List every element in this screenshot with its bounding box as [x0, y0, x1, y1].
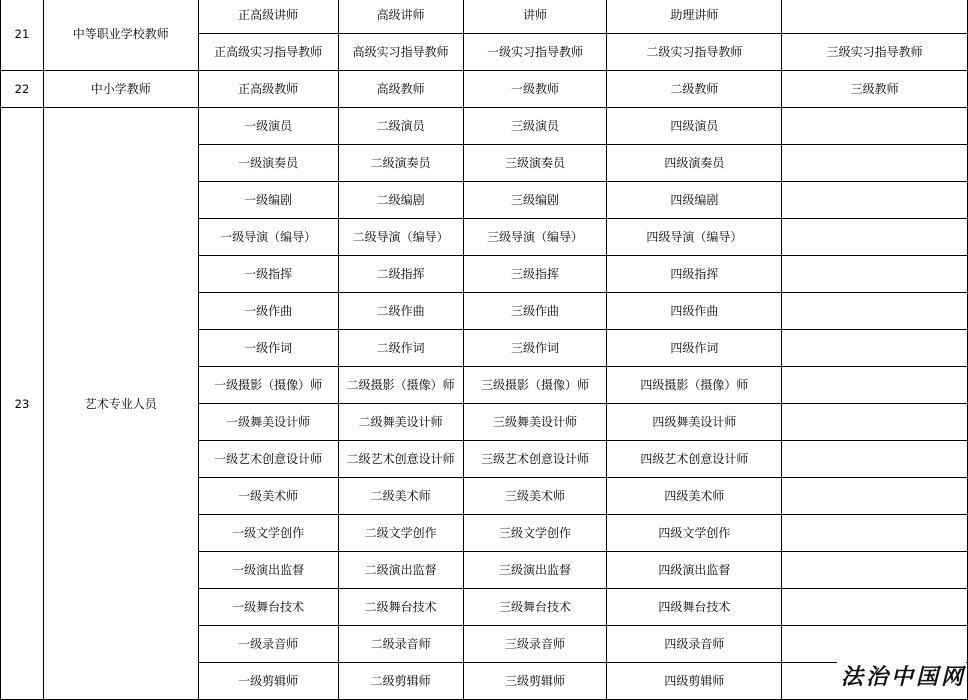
title-cell: 助理讲师: [607, 0, 782, 34]
title-cell: 三级作词: [463, 330, 607, 367]
title-cell: 三级教师: [782, 71, 968, 108]
title-cell: [782, 515, 968, 552]
category-cell: 中等职业学校教师: [43, 0, 198, 71]
title-cell: 二级艺术创意设计师: [338, 441, 463, 478]
title-cell: 一级剪辑师: [198, 663, 338, 700]
title-cell: 二级教师: [607, 71, 782, 108]
title-cell: [782, 367, 968, 404]
table-body: [1, 0, 968, 700]
title-cell: [782, 626, 968, 663]
title-cell: 二级摄影（摄像）师: [338, 367, 463, 404]
title-cell: 四级编剧: [607, 182, 782, 219]
title-cell: 四级文学创作: [607, 515, 782, 552]
title-cell: 四级作词: [607, 330, 782, 367]
title-cell: 三级艺术创意设计师: [463, 441, 607, 478]
title-cell: 二级演奏员: [338, 145, 463, 182]
title-cell: 讲师: [463, 0, 607, 34]
title-cell: 三级舞美设计师: [463, 404, 607, 441]
title-cell: 一级实习指导教师: [463, 34, 607, 71]
table-row: [1, 108, 968, 145]
watermark-logo: 法治中国网: [837, 660, 966, 691]
row-number: 22: [1, 71, 44, 108]
title-cell: [782, 108, 968, 145]
title-cell: [782, 330, 968, 367]
title-cell: 四级导演（编导）: [607, 219, 782, 256]
title-cell: 三级指挥: [463, 256, 607, 293]
title-cell: 二级演员: [338, 108, 463, 145]
title-cell: 三级作曲: [463, 293, 607, 330]
title-cell: 三级导演（编导）: [463, 219, 607, 256]
title-cell: 一级指挥: [198, 256, 338, 293]
table-row: [1, 71, 968, 108]
title-cell: 正高级实习指导教师: [198, 34, 338, 71]
title-cell: 二级实习指导教师: [607, 34, 782, 71]
category-cell: 中小学教师: [43, 71, 198, 108]
title-cell: 二级剪辑师: [338, 663, 463, 700]
title-cell: 三级演员: [463, 108, 607, 145]
title-cell: 二级文学创作: [338, 515, 463, 552]
title-cell: [782, 219, 968, 256]
title-cell: 三级编剧: [463, 182, 607, 219]
title-cell: 二级导演（编导）: [338, 219, 463, 256]
title-cell: 二级指挥: [338, 256, 463, 293]
title-cell: 一级导演（编导）: [198, 219, 338, 256]
title-cell: 四级舞美设计师: [607, 404, 782, 441]
title-cell: 二级作曲: [338, 293, 463, 330]
title-cell: 一级编剧: [198, 182, 338, 219]
title-cell: 四级演出监督: [607, 552, 782, 589]
title-cell: 高级讲师: [338, 0, 463, 34]
title-cell: 二级舞台技术: [338, 589, 463, 626]
title-cell: 一级教师: [463, 71, 607, 108]
title-cell: 三级演出监督: [463, 552, 607, 589]
title-cell: 三级录音师: [463, 626, 607, 663]
title-cell: 一级舞美设计师: [198, 404, 338, 441]
title-cell: 正高级讲师: [198, 0, 338, 34]
title-cell: [782, 145, 968, 182]
table-row: [1, 0, 968, 34]
title-cell: 正高级教师: [198, 71, 338, 108]
title-cell: 四级舞台技术: [607, 589, 782, 626]
title-cell: 三级摄影（摄像）师: [463, 367, 607, 404]
title-cell: 二级作词: [338, 330, 463, 367]
title-cell: [782, 478, 968, 515]
title-cell: 四级录音师: [607, 626, 782, 663]
title-cell: [782, 256, 968, 293]
title-cell: 四级作曲: [607, 293, 782, 330]
title-cell: 三级实习指导教师: [782, 34, 968, 71]
title-cell: 三级文学创作: [463, 515, 607, 552]
title-cell: 二级录音师: [338, 626, 463, 663]
title-cell: 三级美术师: [463, 478, 607, 515]
title-cell: 一级演奏员: [198, 145, 338, 182]
title-cell: 四级美术师: [607, 478, 782, 515]
title-cell: 高级实习指导教师: [338, 34, 463, 71]
title-cell: 四级艺术创意设计师: [607, 441, 782, 478]
title-cell: [782, 0, 968, 34]
title-cell: 三级演奏员: [463, 145, 607, 182]
title-cell: 一级艺术创意设计师: [198, 441, 338, 478]
category-cell: 艺术专业人员: [43, 108, 198, 700]
title-cell: 一级摄影（摄像）师: [198, 367, 338, 404]
title-cell: 一级文学创作: [198, 515, 338, 552]
title-cell: [782, 182, 968, 219]
title-cell: 四级剪辑师: [607, 663, 782, 700]
title-cell: 四级演奏员: [607, 145, 782, 182]
title-cell: 三级剪辑师: [463, 663, 607, 700]
title-cell: 一级舞台技术: [198, 589, 338, 626]
title-cell: 四级演员: [607, 108, 782, 145]
title-cell: [782, 293, 968, 330]
title-cell: 四级摄影（摄像）师: [607, 367, 782, 404]
title-cell: 一级作词: [198, 330, 338, 367]
title-cell: 一级演出监督: [198, 552, 338, 589]
title-cell: [782, 404, 968, 441]
title-cell: 二级演出监督: [338, 552, 463, 589]
title-cell: 二级舞美设计师: [338, 404, 463, 441]
title-cell: [782, 441, 968, 478]
title-cell: 一级美术师: [198, 478, 338, 515]
title-cell: 一级录音师: [198, 626, 338, 663]
title-cell: [782, 589, 968, 626]
title-cell: 三级舞台技术: [463, 589, 607, 626]
row-number: 21: [1, 0, 44, 71]
title-cell: 一级演员: [198, 108, 338, 145]
title-cell: 二级编剧: [338, 182, 463, 219]
row-number: 23: [1, 108, 44, 700]
title-cell: 一级作曲: [198, 293, 338, 330]
title-cell: 四级指挥: [607, 256, 782, 293]
title-cell: [782, 552, 968, 589]
title-cell: 高级教师: [338, 71, 463, 108]
title-cell: 二级美术师: [338, 478, 463, 515]
